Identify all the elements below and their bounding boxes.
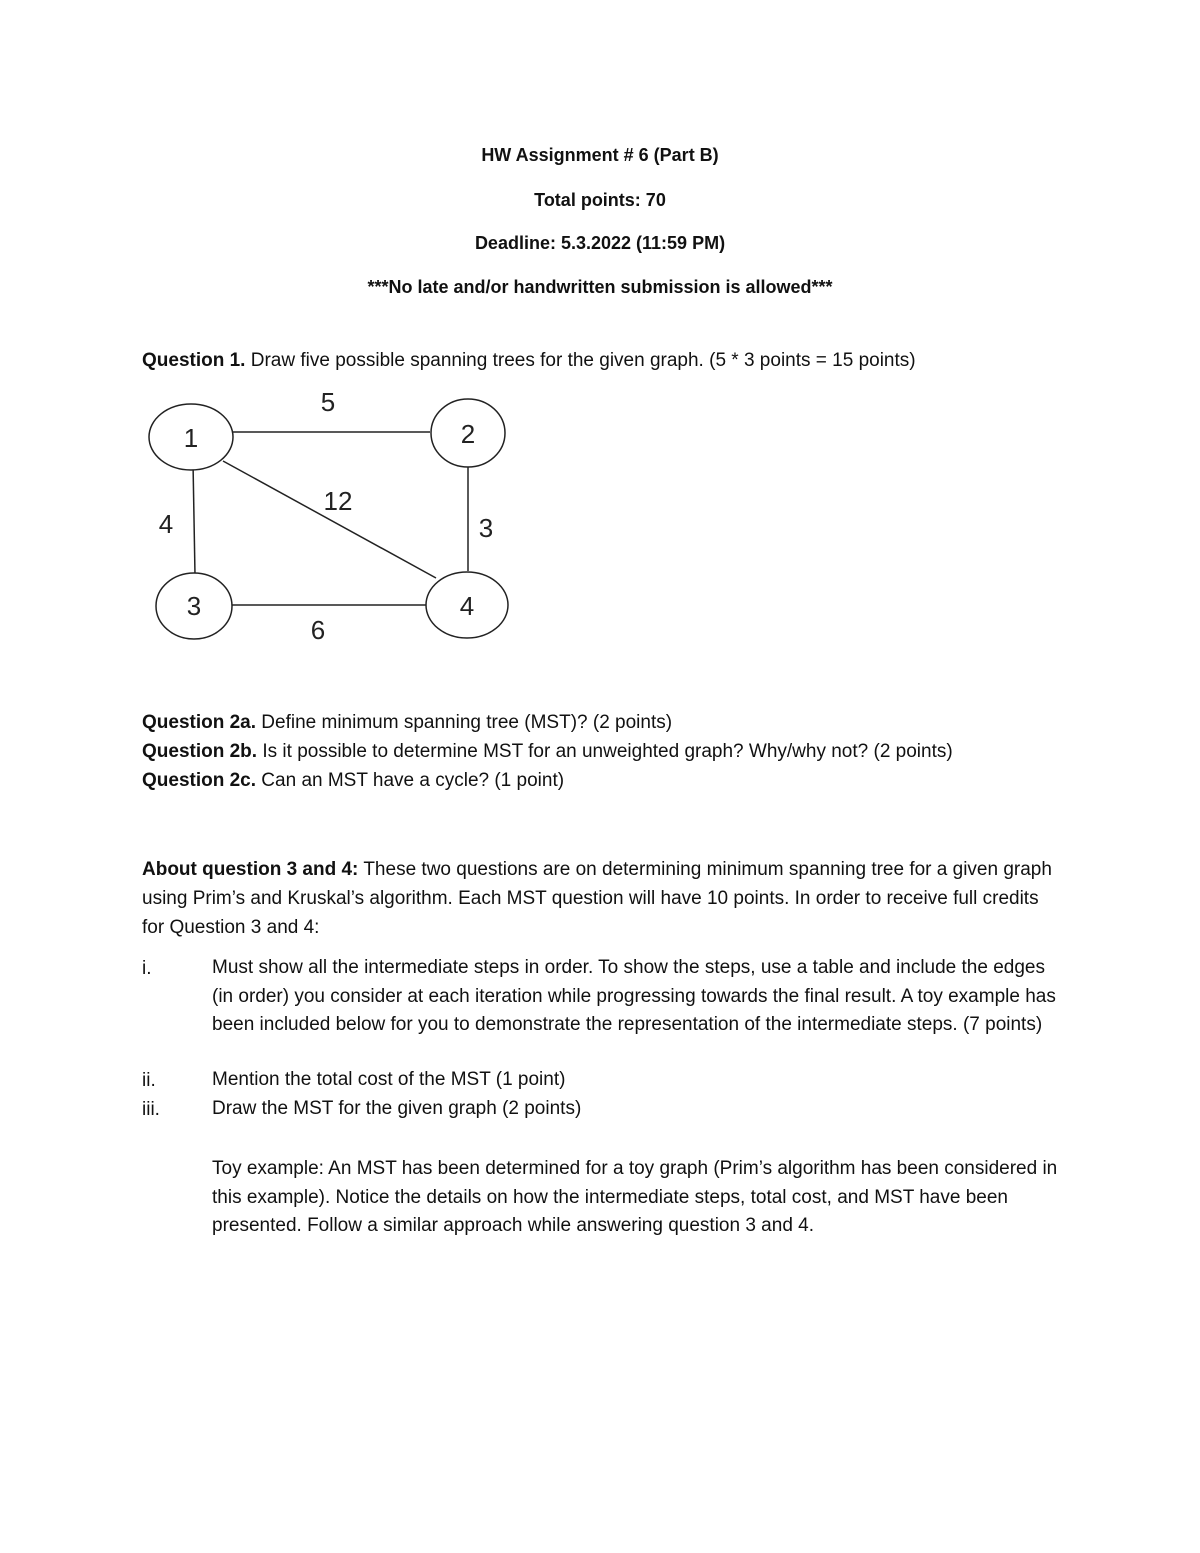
toy-example-paragraph: Toy example: An MST has been determined for a toy graph (Prim’s algorithm has been considered in this example). Notice the details on how the intermediate steps, total cost, and MST have been presented. Follow a similar approach while answering question 3 and 4. [212, 1158, 1058, 1236]
edge-weight-1-4: 12 [323, 486, 353, 516]
question-1-label: Question 1. [142, 350, 246, 371]
total-points: Total points: 70 [534, 190, 666, 210]
list-item-number: iii. [142, 1099, 160, 1120]
list-item-text: Must show all the intermediate steps in order. To show the steps, use a table and include the edges (in order) you consider at each iteration while progressing towards the final result. A toy example has been included below for you to demonstrate the representation of the intermediate steps. (7 points) [212, 957, 1056, 1035]
about-text: These two questions are on determining minimum spanning tree for a given graph using Prim’s and Kruskal’s algorithm. Each MST question will have 10 points. In order to receive full credits for Question 3 and 4: [142, 859, 1052, 938]
submission-notice: ***No late and/or handwritten submission is allowed*** [367, 277, 833, 297]
question-2a [142, 712, 1082, 734]
list-item-number: i. [142, 958, 152, 979]
edge-weight-1-2: 5 [320, 387, 336, 417]
question-2b-label: Question 2b. [142, 741, 258, 762]
question-2a-text: Define minimum spanning tree (MST)? (2 points) [256, 712, 673, 733]
question-2c-label: Question 2c. [142, 770, 257, 791]
list-item-text: Draw the MST for the given graph (2 points) [212, 1098, 582, 1119]
edge-1-4 [223, 461, 436, 578]
assignment-title: HW Assignment # 6 (Part B) [481, 145, 719, 165]
question-2b-text: Is it possible to determine MST for an unweighted graph? Why/why not? (2 points) [257, 741, 953, 762]
about-label: About question 3 and 4: [142, 859, 359, 880]
node-1-label: 1 [183, 423, 199, 453]
question-1 [142, 350, 1082, 372]
list-item-number: ii. [142, 1070, 156, 1091]
question-2a-label: Question 2a. [142, 712, 257, 733]
graph-diagram [140, 385, 520, 645]
edge-weight-1-3: 4 [158, 509, 174, 539]
node-3-label: 3 [186, 591, 202, 621]
edge-weight-2-4: 3 [478, 513, 494, 543]
question-2c-text: Can an MST have a cycle? (1 point) [256, 770, 565, 791]
deadline: Deadline: 5.3.2022 (11:59 PM) [474, 233, 726, 253]
question-2c [142, 770, 1082, 792]
node-2-label: 2 [460, 419, 476, 449]
question-1-text: Draw five possible spanning trees for the given graph. (5 * 3 points = 15 points) [245, 350, 916, 371]
edge-weight-3-4: 6 [310, 615, 326, 645]
question-2b [142, 741, 1082, 763]
about-questions-paragraph [142, 855, 1052, 942]
list-item-text: Mention the total cost of the MST (1 point) [212, 1069, 566, 1090]
edge-1-3 [193, 462, 195, 575]
node-4-label: 4 [459, 591, 475, 621]
